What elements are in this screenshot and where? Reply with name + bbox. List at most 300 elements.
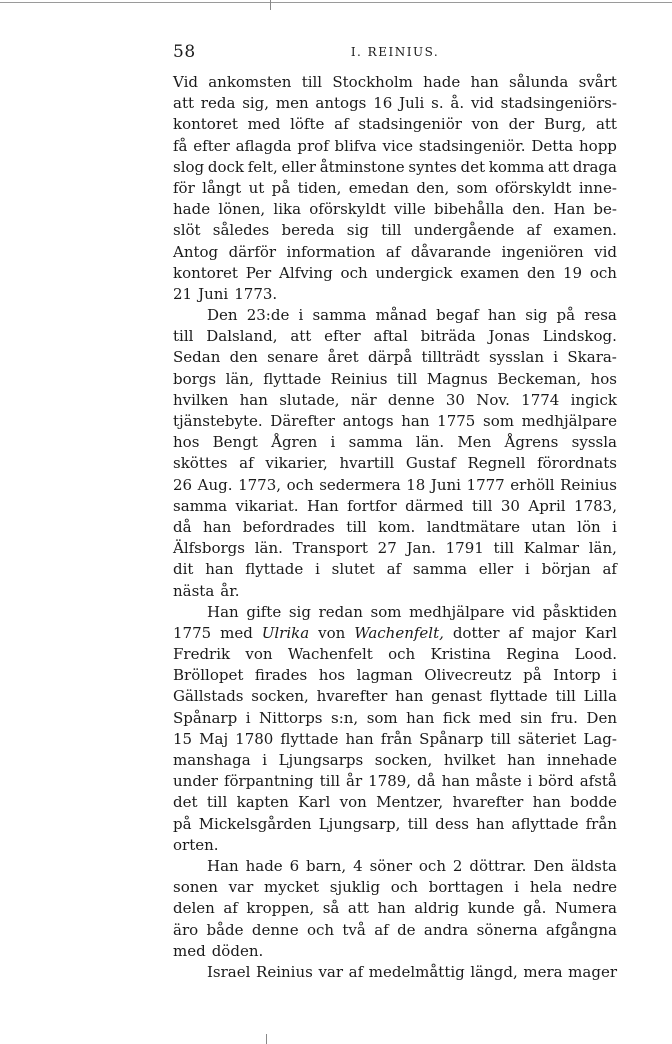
word: sysslan: [489, 348, 544, 367]
word: kontoret: [173, 263, 238, 282]
word: i: [612, 517, 617, 536]
word: som: [370, 602, 402, 621]
word: att: [290, 327, 312, 346]
word: Fredrik: [173, 645, 231, 664]
word: Jonas: [488, 327, 530, 346]
word: vikarier,: [265, 454, 328, 473]
word: tjänstebyte.: [173, 412, 263, 430]
text-line: [173, 941, 617, 962]
word: Den: [207, 306, 238, 325]
word: 1775: [173, 623, 212, 642]
word: till: [555, 687, 576, 706]
text-line: [173, 962, 617, 983]
word: för: [173, 178, 195, 197]
word: i: [612, 666, 617, 685]
word: kapten: [236, 793, 289, 812]
word: April: [528, 496, 566, 515]
word: aftal: [373, 327, 408, 346]
word: län.: [415, 433, 445, 452]
word: Israel: [207, 962, 251, 981]
word: han: [532, 793, 561, 812]
word: ut: [248, 178, 265, 197]
word: Dalsland,: [206, 327, 278, 346]
word: han: [395, 687, 424, 706]
word: flyttade: [245, 560, 304, 579]
text-line: [173, 517, 617, 538]
word: när: [350, 390, 377, 409]
word: i: [553, 348, 559, 367]
word: reda: [200, 94, 236, 113]
word: den: [527, 263, 556, 282]
word: i: [514, 878, 520, 897]
text-line: [173, 559, 617, 580]
word: året: [327, 348, 359, 367]
text-line: [173, 686, 617, 707]
word: Kristina: [430, 645, 491, 664]
word: samma: [412, 560, 467, 579]
word: af: [602, 560, 617, 579]
word: flyttade: [489, 687, 548, 706]
word: denne: [251, 920, 299, 939]
word: 15: [173, 729, 193, 748]
word: till: [173, 327, 194, 346]
word: län,: [588, 539, 617, 558]
word: landtmätare: [426, 517, 520, 536]
word: till: [319, 772, 341, 791]
word: emedan: [348, 178, 409, 197]
word: s:n,: [331, 708, 359, 727]
word: mycket: [263, 878, 320, 897]
word: flyttade: [263, 369, 322, 388]
word: dock: [207, 157, 244, 176]
word: Jan.: [406, 539, 436, 558]
word: 26: [173, 475, 193, 494]
word: han: [205, 560, 234, 579]
word: sin: [520, 708, 543, 727]
word: två: [342, 920, 366, 939]
word: åtminstone: [319, 157, 405, 176]
word: vid: [594, 242, 617, 261]
word: fru.: [550, 708, 578, 727]
word: Skara-: [567, 348, 617, 367]
word: Detta: [531, 136, 574, 155]
word: delen: [173, 899, 215, 918]
word: 1780: [235, 729, 274, 748]
word: med: [173, 941, 206, 960]
word: Han: [553, 200, 586, 219]
word: Gustaf: [405, 454, 456, 473]
text-line: [173, 157, 617, 178]
word: då: [417, 772, 436, 791]
word: undergick: [375, 263, 453, 282]
word: äldsta: [570, 856, 617, 875]
word: Juli: [399, 94, 425, 113]
word: och: [589, 263, 617, 282]
word: vid: [470, 94, 494, 113]
word: få: [173, 136, 188, 155]
word: blifva: [334, 136, 377, 155]
word: han: [377, 899, 406, 918]
word: aldrig: [414, 899, 460, 918]
word: 16: [373, 94, 393, 113]
word: därpå: [367, 348, 413, 367]
word: socken,: [251, 687, 309, 706]
word: län,: [225, 369, 254, 388]
word: andra: [423, 920, 469, 939]
word: antogs: [315, 94, 367, 113]
word: aflagda: [235, 136, 292, 155]
word: slutet: [331, 560, 375, 579]
word: ville: [394, 200, 426, 219]
word: Han: [207, 856, 239, 875]
word: 1791: [445, 539, 484, 558]
text-line: [173, 284, 617, 305]
word: der: [508, 115, 535, 134]
word: han: [441, 772, 470, 791]
word: på: [271, 178, 291, 197]
word: i: [298, 306, 304, 325]
word: från: [380, 729, 413, 748]
text-line: [173, 72, 617, 93]
word: von: [245, 645, 273, 664]
text-line: [173, 856, 617, 877]
word: stadsingeniör.: [418, 136, 526, 155]
word: felt,: [247, 157, 278, 176]
word: von: [471, 115, 499, 134]
word: att: [548, 157, 569, 176]
word: s.: [431, 94, 444, 113]
word: lagman: [356, 666, 413, 685]
word: Vid: [173, 73, 198, 91]
word: på: [523, 666, 542, 685]
word: efter: [193, 136, 230, 155]
word: samma: [173, 496, 228, 515]
text-line: [173, 263, 617, 284]
word: slog: [173, 157, 205, 176]
word: nästa: [173, 581, 215, 600]
word: Ågrens: [504, 433, 559, 452]
word: ingick: [570, 390, 617, 409]
word: gå.: [523, 899, 547, 918]
word: 30: [500, 496, 520, 515]
word: Den: [533, 856, 564, 875]
word: Spånarp: [419, 729, 484, 748]
word: vikariat.: [235, 496, 299, 515]
word: påsktiden: [542, 602, 617, 621]
word: 19: [562, 263, 583, 282]
word: orten.: [173, 835, 219, 854]
body-text: [173, 72, 617, 983]
word: resa: [584, 306, 617, 325]
word: aflyttade: [511, 814, 579, 833]
word: eller: [281, 157, 316, 176]
word: Lilla: [583, 687, 617, 706]
word: svårt: [578, 73, 617, 91]
word: 23:de: [246, 306, 290, 325]
word: därför: [228, 242, 277, 261]
word: sig: [288, 602, 311, 621]
text-line: [173, 347, 617, 368]
word: att: [347, 899, 369, 918]
word: 27: [377, 539, 397, 558]
word: af: [334, 115, 349, 134]
word: genast: [431, 687, 482, 706]
word: kroppen,: [246, 899, 315, 918]
word: och: [418, 856, 446, 875]
word: och: [340, 263, 368, 282]
word: inne-: [578, 178, 617, 197]
word: Bengt: [212, 433, 258, 452]
word: den.: [512, 200, 546, 219]
word: måste: [475, 772, 522, 791]
word: med: [247, 115, 281, 134]
word: bibehålla: [434, 200, 505, 219]
text-line: [173, 136, 617, 157]
word: dess: [435, 814, 469, 833]
word: han: [476, 814, 505, 833]
word: och: [306, 920, 335, 939]
text-line: [173, 496, 617, 517]
word: Transport: [292, 539, 368, 558]
word: Karl: [298, 793, 331, 812]
word: gifte: [246, 602, 282, 621]
word: samma: [348, 433, 403, 452]
word: som: [366, 708, 398, 727]
word: hade: [245, 856, 283, 875]
word: hvartill: [339, 454, 395, 473]
running-title: I. REINIUS.: [350, 45, 440, 59]
word: till: [301, 73, 323, 91]
word: major: [531, 623, 576, 642]
word: den: [229, 348, 258, 367]
word: som: [456, 178, 488, 197]
word: Intorp: [553, 666, 601, 685]
word: hade: [423, 73, 461, 91]
word: Mickelsgården: [198, 814, 312, 833]
word: innehade: [546, 751, 617, 769]
word: af: [385, 242, 401, 261]
word: komma: [488, 157, 545, 176]
word: Kalmar: [523, 539, 579, 558]
word: från: [585, 814, 617, 833]
word: afgångna: [546, 920, 617, 939]
word: Reinius: [330, 369, 388, 388]
word: Lag-: [583, 729, 617, 748]
word: han: [401, 412, 430, 430]
word: län.: [254, 539, 283, 558]
word: medhjälpare: [521, 412, 617, 430]
word: 21: [173, 284, 193, 303]
word: Burg,: [543, 115, 587, 134]
text-line: [173, 475, 617, 496]
word: men: [275, 94, 309, 113]
word: Spånarp: [173, 708, 238, 727]
word: söner: [369, 856, 412, 875]
word: flyttade: [280, 729, 339, 748]
word: Mentzer,: [376, 793, 444, 812]
word: Därefter: [270, 412, 335, 430]
text-line: [173, 369, 617, 390]
word: sönerna: [476, 920, 538, 939]
word: information: [286, 242, 376, 261]
word: mera: [523, 962, 563, 981]
word: hvilket: [443, 751, 496, 769]
word: han: [239, 390, 268, 409]
word: Magnus: [426, 369, 488, 388]
word: då: [173, 517, 192, 536]
text-line: [173, 792, 617, 813]
word: till: [381, 221, 402, 240]
word: Stockholm: [332, 73, 413, 91]
word: sålunda: [509, 73, 569, 91]
word: begaf: [436, 306, 479, 325]
word: Ljungsarps: [278, 751, 364, 769]
word: 1775: [437, 412, 476, 430]
word: Sedan: [173, 348, 221, 367]
word: ankomsten: [208, 73, 292, 91]
word: prof: [297, 136, 329, 155]
word: vid: [512, 602, 536, 621]
word: firades: [254, 666, 308, 685]
word: samma: [312, 306, 367, 325]
word: tiden,: [297, 178, 342, 197]
word: denne: [387, 390, 435, 409]
word: och: [286, 475, 314, 494]
word: von: [339, 793, 367, 812]
word: examen.: [553, 221, 617, 240]
word: Per: [245, 263, 272, 282]
word: Han: [207, 602, 239, 621]
word: kom.: [378, 517, 416, 536]
word: förordnats: [537, 454, 617, 473]
word: Reinius: [256, 962, 313, 981]
word: börd: [538, 772, 574, 791]
text-line: [173, 602, 617, 623]
text-line: [173, 220, 617, 241]
word: Ljungsarp,: [318, 814, 401, 833]
word: medelmåttig: [368, 962, 465, 981]
word: Olivecreutz: [424, 666, 512, 685]
word: i: [245, 708, 251, 727]
word: af: [386, 560, 402, 579]
word: döden.: [211, 941, 264, 960]
word: dåvarande: [410, 242, 492, 261]
text-line: [173, 877, 617, 898]
word: han: [470, 73, 499, 91]
word: Juni: [430, 475, 461, 494]
word: Han: [306, 496, 339, 515]
word: tillträdt: [421, 348, 480, 367]
word: Ågren: [271, 433, 318, 452]
word: be-: [593, 200, 617, 219]
word: Wachenfelt,: [354, 623, 444, 642]
word: bereda: [281, 221, 335, 240]
word: Aug.: [197, 475, 233, 494]
word: Juni: [198, 284, 229, 303]
word: dit: [173, 560, 194, 579]
word: så: [322, 899, 340, 918]
word: i: [330, 433, 336, 452]
word: Alfving: [279, 263, 333, 282]
word: oförskyldt: [309, 200, 386, 219]
word: förpantning: [223, 772, 314, 791]
word: år.: [220, 581, 240, 600]
word: 1774: [521, 390, 560, 409]
word: sjuklig: [329, 878, 381, 897]
word: både: [206, 920, 244, 939]
word: bodde: [570, 793, 617, 812]
word: Numera: [554, 899, 617, 918]
word: 1789,: [368, 772, 412, 791]
word: hos: [590, 369, 617, 388]
word: å.: [450, 94, 465, 113]
word: 1773.: [234, 284, 278, 303]
word: att: [173, 94, 194, 113]
text-line: [173, 114, 617, 135]
text-line: [173, 199, 617, 220]
word: utan: [531, 517, 566, 536]
word: kontoret: [173, 115, 238, 134]
word: på: [173, 814, 192, 833]
word: nedre: [572, 878, 617, 897]
text-line: [173, 93, 617, 114]
word: Regina: [506, 645, 560, 664]
word: eller: [478, 560, 514, 579]
word: examen: [460, 263, 520, 282]
word: till: [471, 496, 493, 515]
word: och: [388, 645, 416, 664]
word: sig: [525, 306, 548, 325]
word: dotter: [452, 623, 500, 642]
word: var: [318, 962, 344, 981]
word: Gällstads: [173, 687, 244, 706]
word: manshaga: [173, 751, 251, 769]
word: 4: [353, 856, 363, 875]
word: Lood.: [574, 645, 617, 664]
word: mager: [568, 962, 617, 981]
word: Ulrika: [261, 623, 310, 642]
word: månad: [375, 306, 427, 325]
word: 1773,: [238, 475, 282, 494]
page-top-rule: [0, 2, 672, 3]
word: redan: [318, 602, 363, 621]
text-line: [173, 453, 617, 474]
word: löfte: [290, 115, 325, 134]
word: som: [483, 412, 514, 430]
text-line: [173, 390, 617, 411]
word: af: [223, 899, 238, 918]
word: således: [212, 221, 270, 240]
word: socken,: [374, 751, 433, 769]
word: Älfsborgs: [173, 539, 245, 558]
word: Regnell: [467, 454, 526, 473]
text-line: [173, 581, 617, 602]
word: han: [345, 729, 374, 748]
word: med: [220, 623, 253, 642]
word: Den: [586, 708, 617, 727]
word: slutade,: [279, 390, 340, 409]
word: och: [390, 878, 418, 897]
word: med: [478, 708, 512, 727]
word: ingeniören: [501, 242, 584, 261]
word: Beckeman,: [497, 369, 582, 388]
word: Bröllopet: [173, 666, 244, 685]
word: Reinius: [560, 475, 617, 494]
word: han: [203, 517, 232, 536]
word: hos: [318, 666, 346, 685]
word: af: [374, 920, 389, 939]
word: lönen,: [218, 200, 266, 219]
